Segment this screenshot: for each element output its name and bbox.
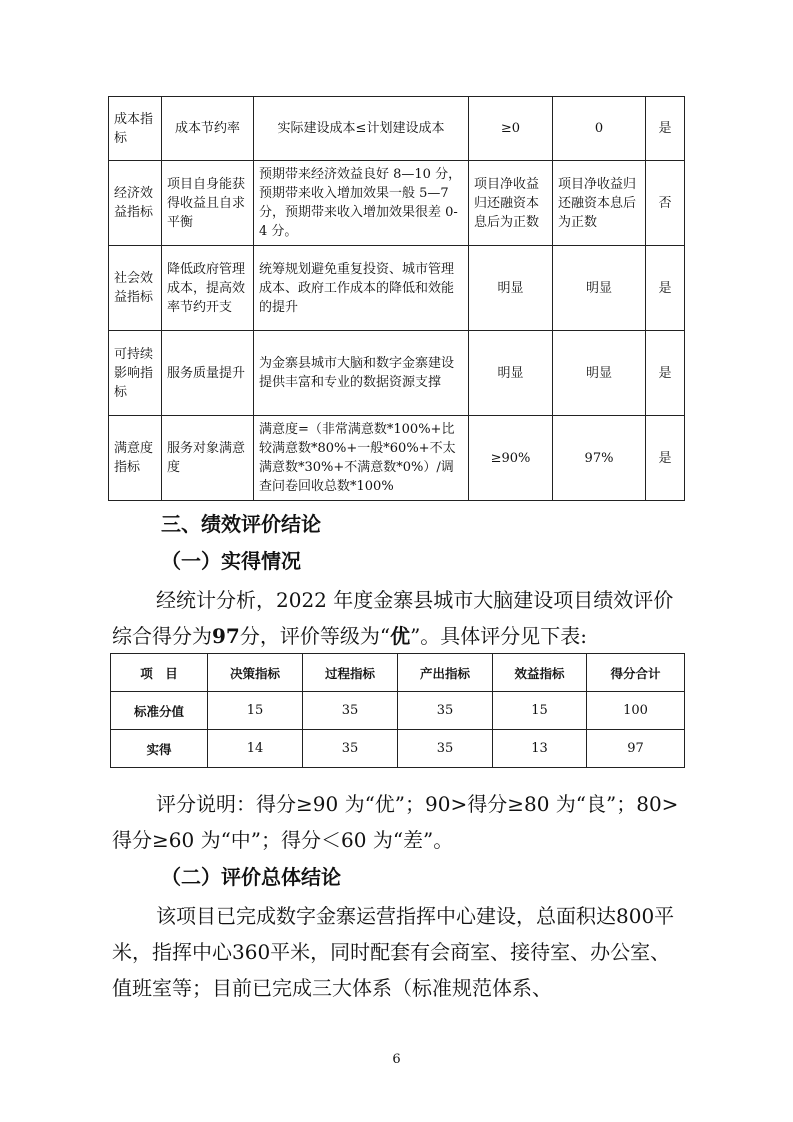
actual-cell: 97%: [553, 416, 646, 501]
standard-cell: 为金寨县城市大脑和数字金寨建设提供丰富和专业的数据资源支撑: [254, 331, 469, 416]
score-cell: 35: [303, 692, 398, 730]
achieved-cell: 否: [646, 161, 685, 246]
score-cell: 97: [587, 730, 685, 768]
subsection-heading: （一）实得情况: [161, 549, 301, 573]
target-cell: 明显: [469, 246, 553, 331]
score-note: 评分说明：得分≥90 为“优”；90>得分≥80 为“良”；80>得分≥60 为“中”；得分＜60 为“差”。: [112, 792, 679, 852]
table-header-row: [111, 654, 685, 692]
conclusion-paragraph: 该项目已完成数字金寨运营指挥中心建设，总面积达800平米，指挥中心360平米，同时配套有会商室、接待室、办公室、值班室等；目前已完成三大体系（标准规范体系、: [112, 904, 675, 1000]
target-cell: ≥0: [469, 97, 553, 161]
standard-cell: 预期带来经济效益良好 8—10 分，预期带来收入增加效果一般 5—7 分，预期带来收入增加效果很差 0-4 分。: [254, 161, 469, 246]
page-number: 6: [392, 1052, 401, 1067]
grade: 优: [390, 624, 411, 648]
header-cell: 项 目: [111, 654, 208, 692]
score-cell: 100: [587, 692, 685, 730]
achieved-cell: 是: [646, 331, 685, 416]
category-cell: 成本指标: [109, 97, 162, 161]
table-row: [111, 692, 685, 730]
score-cell: 15: [493, 692, 587, 730]
standard-cell: 统筹规划避免重复投资、城市管理成本、政府工作成本的降低和效能的提升: [254, 246, 469, 331]
table-row: [109, 97, 685, 161]
indicator-cell: 服务质量提升: [162, 331, 254, 416]
actual-cell: 0: [553, 97, 646, 161]
actual-cell: 明显: [553, 246, 646, 331]
indicator-cell: 成本节约率: [162, 97, 254, 161]
subsection-heading: （二）评价总体结论: [161, 865, 341, 889]
indicator-table: [108, 96, 685, 501]
row-label: 实得: [111, 730, 208, 768]
standard-cell: 实际建设成本≤计划建设成本: [254, 97, 469, 161]
target-cell: ≥90%: [469, 416, 553, 501]
header-cell: 得分合计: [587, 654, 685, 692]
achieved-cell: 是: [646, 246, 685, 331]
header-cell: 过程指标: [303, 654, 398, 692]
score-cell: 14: [208, 730, 303, 768]
table-row: [109, 246, 685, 331]
score-paragraph: [112, 582, 684, 654]
actual-cell: 明显: [553, 331, 646, 416]
table-row: [111, 730, 685, 768]
achieved-cell: 是: [646, 416, 685, 501]
actual-cell: 项目净收益归还融资本息后为正数: [553, 161, 646, 246]
table-row: [109, 331, 685, 416]
header-cell: 效益指标: [493, 654, 587, 692]
score-paragraph-before: 经统计分析，2022 年度金寨县城市大脑建设项目绩效评价综合得分为: [112, 588, 674, 648]
target-cell: 项目净收益归还融资本息后为正数: [469, 161, 553, 246]
score-paragraph-middle: 分，评价等级为“: [239, 624, 391, 648]
header-cell: 产出指标: [398, 654, 493, 692]
target-cell: 明显: [469, 331, 553, 416]
score-cell: 35: [398, 692, 493, 730]
standard-cell: 满意度=（非常满意数*100%+比较满意数*80%+一般*60%+不太满意数*30%+不满意数*0%）/调查问卷回收总数*100%: [254, 416, 469, 501]
score-cell: 13: [493, 730, 587, 768]
indicator-cell: 降低政府管理成本，提高效率节约开支: [162, 246, 254, 331]
table-row: [109, 161, 685, 246]
indicator-cell: 项目自身能获得收益且自求平衡: [162, 161, 254, 246]
score-paragraph-after: ”。具体评分见下表:: [410, 624, 588, 648]
category-cell: 社会效益指标: [109, 246, 162, 331]
achieved-cell: 是: [646, 97, 685, 161]
indicator-cell: 服务对象满意度: [162, 416, 254, 501]
section-heading: 三、绩效评价结论: [161, 512, 321, 536]
header-cell: 决策指标: [208, 654, 303, 692]
total-score: 97: [212, 624, 240, 648]
category-cell: 经济效益指标: [109, 161, 162, 246]
table-row: [109, 416, 685, 501]
category-cell: 可持续影响指标: [109, 331, 162, 416]
category-cell: 满意度指标: [109, 416, 162, 501]
row-label: 标准分值: [111, 692, 208, 730]
score-cell: 35: [303, 730, 398, 768]
score-table: [110, 653, 685, 768]
score-cell: 35: [398, 730, 493, 768]
score-cell: 15: [208, 692, 303, 730]
